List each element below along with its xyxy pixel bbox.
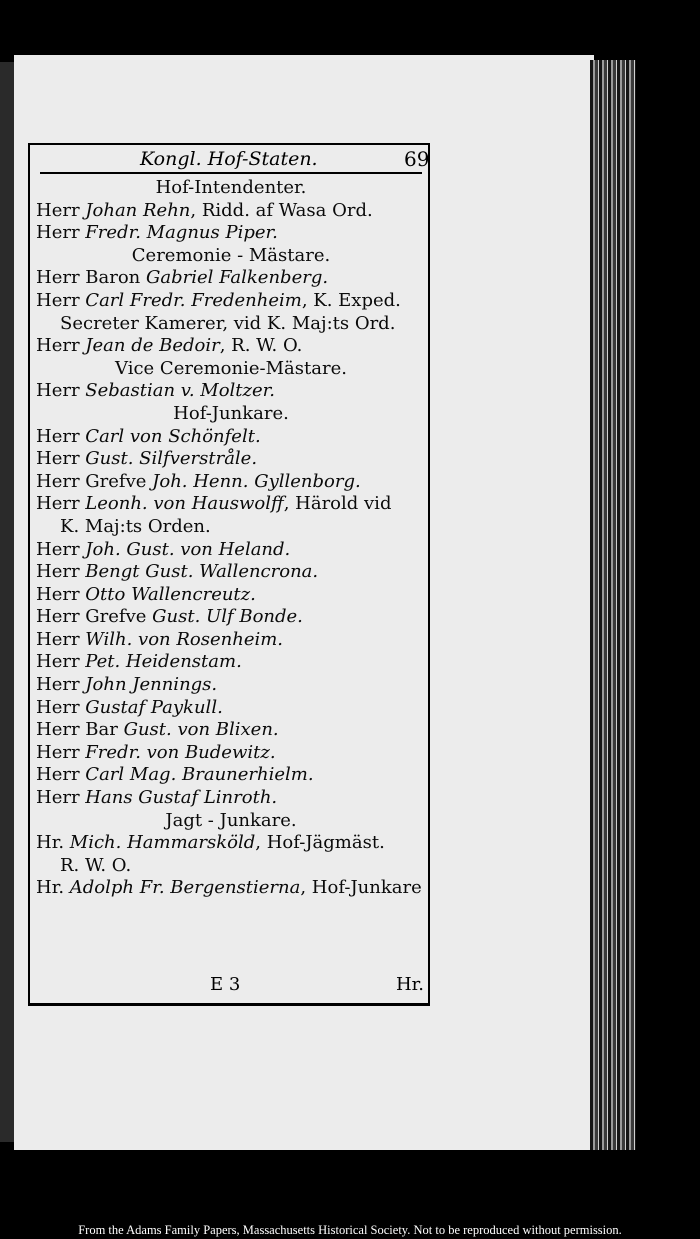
section-heading: Vice Ceremonie-Mästare. [115,357,347,379]
entry-name: Gust. von Blixen. [123,719,279,741]
entry-name: Mich. Hammarsköld [69,832,256,854]
directory-entry [36,539,426,562]
entry-title: Herr Bar [36,719,118,741]
entry-title: Herr [36,222,80,244]
directory-entry [36,877,426,900]
directory-entry [36,651,426,674]
section-heading: Jagt - Junkare. [165,809,297,831]
entry-name: Fredr. von Budewitz. [85,741,276,763]
entry-title: Herr Grefve [36,606,147,628]
entry-title: Herr [36,493,80,515]
entry-title: Herr [36,561,80,583]
entry-title: Herr [36,199,80,221]
entry-name: Gabriel Falkenberg. [146,267,329,289]
directory-entry [36,719,426,742]
entry-title: Herr Baron [36,267,141,289]
entry-continuation: Secreter Kamerer, vid K. Maj:ts Ord. [60,312,396,334]
directory-entry [36,267,426,290]
page-stack-edge [590,60,636,1150]
directory-entry [36,764,426,787]
entry-name: Gust. Ulf Bonde. [152,606,303,628]
entry-title: Herr [36,289,80,311]
directory-text [36,177,426,900]
entry-title: Herr [36,787,80,809]
catchword: Hr. [395,974,424,995]
entry-title: Herr [36,628,80,650]
entry-title: Herr [36,651,80,673]
directory-entry [36,787,426,810]
directory-entry [36,832,426,855]
entry-title: Herr [36,583,80,605]
directory-entry [36,335,426,358]
entry-continuation: R. W. O. [60,854,132,876]
entry-rest: , Härold vid [283,493,392,515]
entry-name: Fredr. Magnus Piper. [85,222,278,244]
entry-title: Hr. [36,832,65,854]
directory-entry [36,584,426,607]
entry-name: Leonh. von Hauswolff [85,493,284,515]
section-heading: Hof-Junkare. [173,402,289,424]
entry-name: Adolph Fr. Bergenstierna [69,877,301,899]
entry-name: Pet. Heidenstam. [85,651,242,673]
directory-entry [36,200,426,223]
entry-rest: , R. W. O. [219,335,303,357]
entry-rest: , K. Exped. [301,289,401,311]
entry-title: Herr [36,696,80,718]
entry-name: Johan Rehn [85,199,191,221]
directory-entry [36,742,426,765]
entry-title: Hr. [36,877,65,899]
directory-entry [36,290,426,313]
entry-title: Herr [36,538,80,560]
entry-title: Herr [36,764,80,786]
entry-name: Carl von Schönfelt. [85,425,261,447]
entry-name: Carl Fredr. Fredenheim [85,289,302,311]
entry-title: Herr [36,425,80,447]
archive-credit: From the Adams Family Papers, Massachusetts Historical Society. Not to be reproduced without permission. [78,1223,622,1237]
entry-name: Hans Gustaf Linroth. [85,787,278,809]
entry-title: Herr [36,448,80,470]
directory-entry [36,697,426,720]
directory-entry [36,561,426,584]
entry-title: Herr Grefve [36,470,147,492]
running-title: Kongl. Hof-Staten. [140,148,318,170]
directory-entry [36,426,426,449]
entry-title: Herr [36,674,80,696]
entry-name: Sebastian v. Moltzer. [85,380,276,402]
section-heading: Hof-Intendenter. [155,177,307,198]
entry-name: Jean de Bedoir [85,335,220,357]
signature-mark: E 3 [210,974,241,995]
entry-name: Joh. Gust. von Heland. [85,538,291,560]
entry-rest: , Ridd. af Wasa Ord. [190,199,373,221]
directory-entry [36,380,426,403]
entry-name: Joh. Henn. Gyllenborg. [152,470,361,492]
entry-name: Bengt Gust. Wallencrona. [85,561,319,583]
entry-rest: , Hof-Jägmäst. [255,832,385,854]
entry-name: Wilh. von Rosenheim. [85,628,284,650]
header-rule [40,172,422,174]
entry-continuation: K. Maj:ts Orden. [60,515,211,537]
directory-entry [36,493,426,516]
entry-title: Herr [36,741,80,763]
entry-title: Herr [36,380,80,402]
entry-name: John Jennings. [85,674,218,696]
section-heading: Ceremonie - Mästare. [131,244,331,266]
page-footer [40,974,424,1000]
directory-entry [36,606,426,629]
directory-entry [36,629,426,652]
page-number: 69 [404,147,430,171]
entry-name: Otto Wallencreutz. [85,583,256,605]
directory-entry [36,448,426,471]
directory-entry [36,674,426,697]
entry-title: Herr [36,335,80,357]
directory-entry [36,471,426,494]
entry-name: Gustaf Paykull. [85,696,223,718]
entry-name: Carl Mag. Braunerhielm. [85,764,314,786]
entry-rest: , Hof-Junkare [300,877,422,899]
directory-entry [36,222,426,245]
entry-name: Gust. Silfverstråle. [85,448,258,470]
